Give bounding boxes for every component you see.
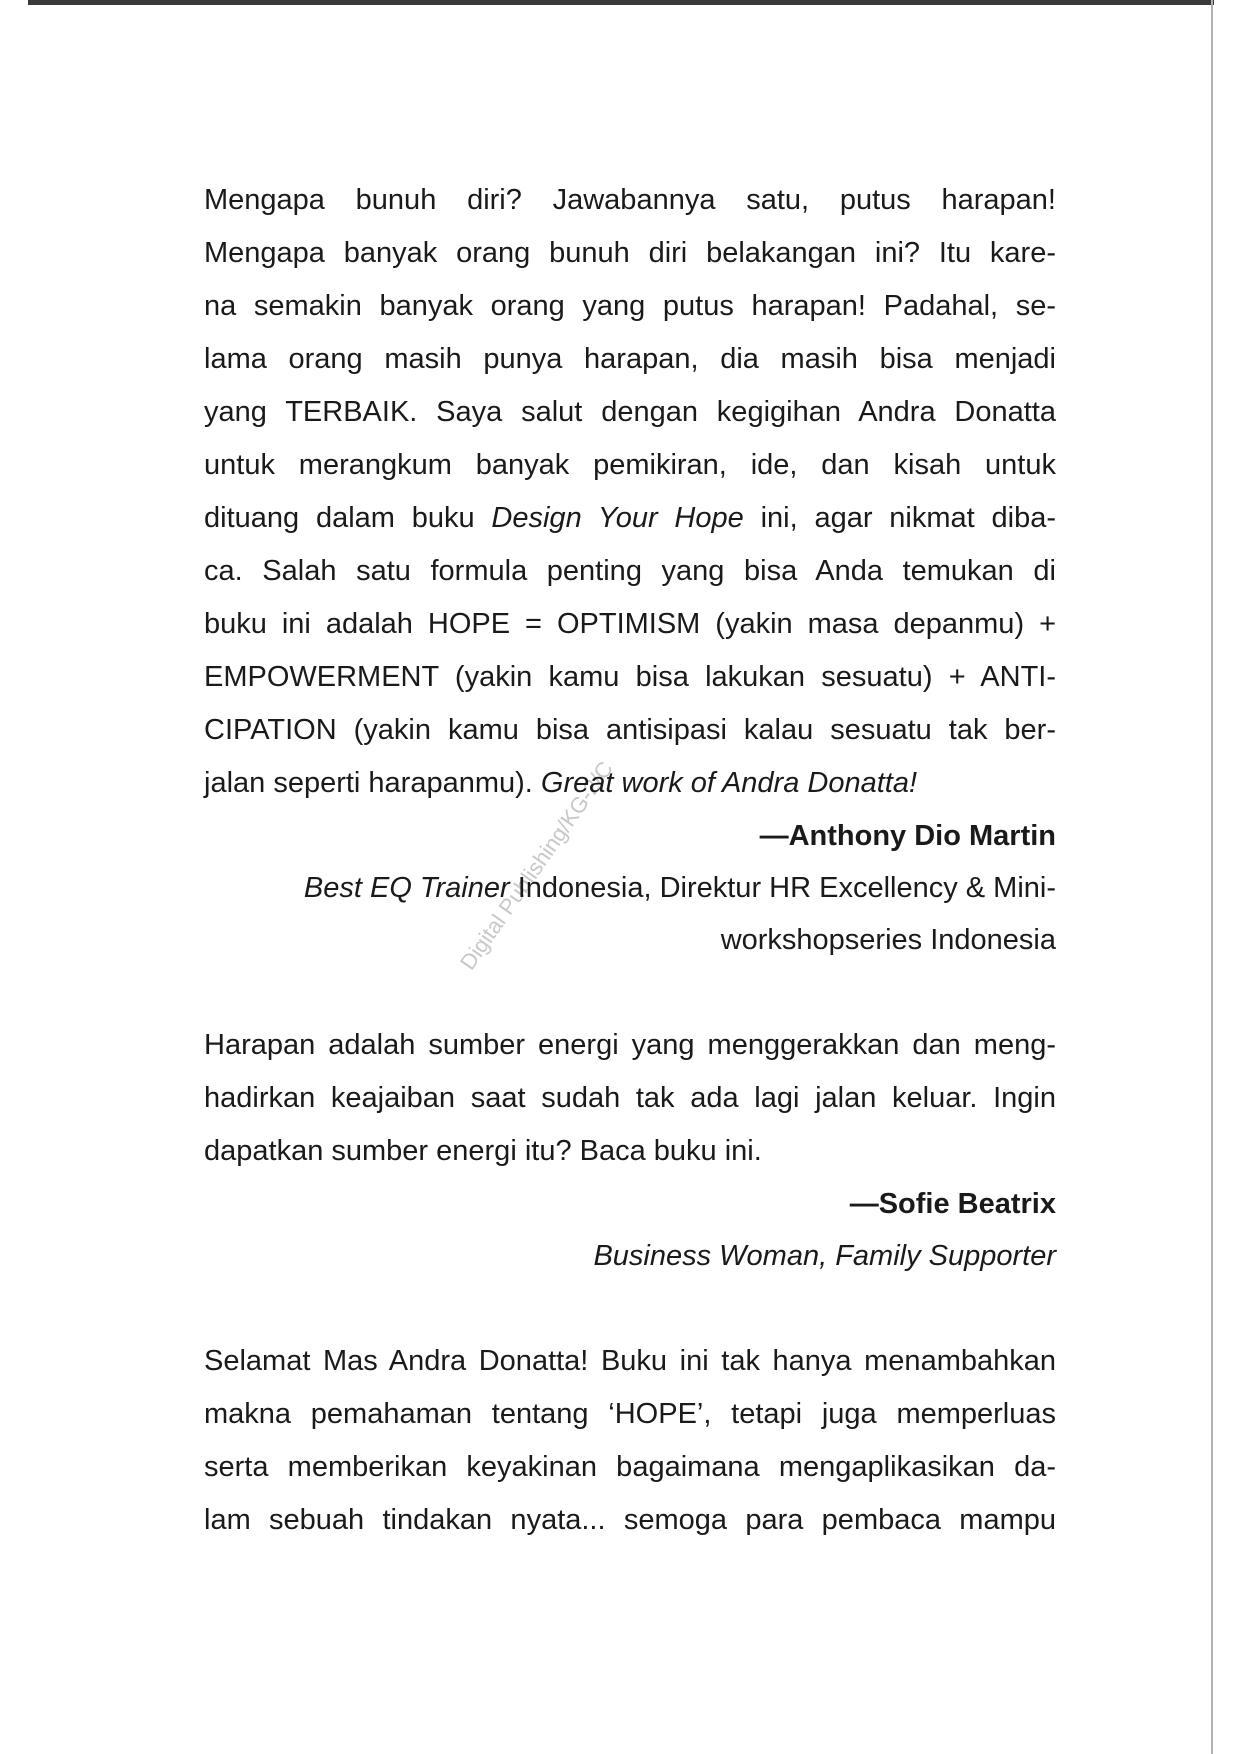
testimonial-2-role: Business Woman, Family Supporter	[593, 1240, 1056, 1272]
page-content	[204, 174, 1056, 1547]
text-run: dituang dalam buku	[204, 502, 492, 534]
text-line: Selamat Mas Andra Donatta! Buku ini tak hanya menambahkan	[204, 1345, 1056, 1377]
top-border-rule	[28, 0, 1214, 5]
text-line: ca. Salah satu formula penting yang bisa Anda temukan di	[204, 555, 1056, 587]
testimonial-1-role	[204, 862, 1056, 914]
text-line: Harapan adalah sumber energi yang menggerakkan dan meng-	[204, 1029, 1056, 1061]
text-line: serta memberikan keyakinan bagaimana mengaplikasikan da-	[204, 1451, 1056, 1483]
testimonial-2-text	[204, 1019, 1056, 1178]
text-run: jalan seperti harapanmu).	[204, 767, 541, 799]
text-line: na semakin banyak orang yang putus harapan! Padahal, se-	[204, 290, 1056, 322]
book-title: Design Your Hope	[491, 502, 744, 534]
testimonial-3-text	[204, 1335, 1056, 1547]
text-line	[204, 492, 1056, 545]
text-line: makna pemahaman tentang ‘HOPE’, tetapi juga memperluas	[204, 1398, 1056, 1430]
testimonial-2-author: —Sofie Beatrix	[849, 1188, 1056, 1220]
text-line: yang TERBAIK. Saya salut dengan kegigihan Andra Donatta	[204, 396, 1056, 428]
watermark: Digital Publishing/KG-2/C	[455, 756, 618, 975]
text-line: hadirkan keajaiban saat sudah tak ada lagi jalan keluar. Ingin	[204, 1082, 1056, 1114]
text-line: buku ini adalah HOPE = OPTIMISM (yakin masa depanmu) +	[204, 608, 1056, 640]
testimonial-1-role-line2: workshopseries Indonesia	[720, 924, 1056, 956]
italic-praise: Great work of Andra Donatta!	[540, 767, 918, 799]
text-line: Mengapa banyak orang bunuh diri belakangan ini? Itu kare-	[204, 237, 1056, 269]
role-italic: Best EQ Trainer	[303, 872, 510, 904]
text-run: ini, agar nikmat diba-	[743, 502, 1056, 534]
right-page-edge	[1211, 0, 1213, 1754]
testimonial-1-author: —Anthony Dio Martin	[759, 820, 1056, 852]
role-rest: Indonesia, Direktur HR Excellency & Mini-	[509, 872, 1056, 904]
text-line: CIPATION (yakin kamu bisa antisipasi kalau sesuatu tak ber-	[204, 714, 1056, 746]
text-line: dapatkan sumber energi itu? Baca buku ini.	[204, 1135, 762, 1167]
text-line: lam sebuah tindakan nyata... semoga para pembaca mampu	[204, 1504, 1056, 1536]
testimonial-1-text	[204, 174, 1056, 810]
text-line: EMPOWERMENT (yakin kamu bisa lakukan sesuatu) + ANTI-	[204, 661, 1056, 693]
text-line: untuk merangkum banyak pemikiran, ide, dan kisah untuk	[204, 449, 1056, 481]
text-line: Mengapa bunuh diri? Jawabannya satu, putus harapan!	[204, 184, 1056, 216]
text-line	[204, 757, 1056, 810]
text-line: lama orang masih punya harapan, dia masih bisa menjadi	[204, 343, 1056, 375]
